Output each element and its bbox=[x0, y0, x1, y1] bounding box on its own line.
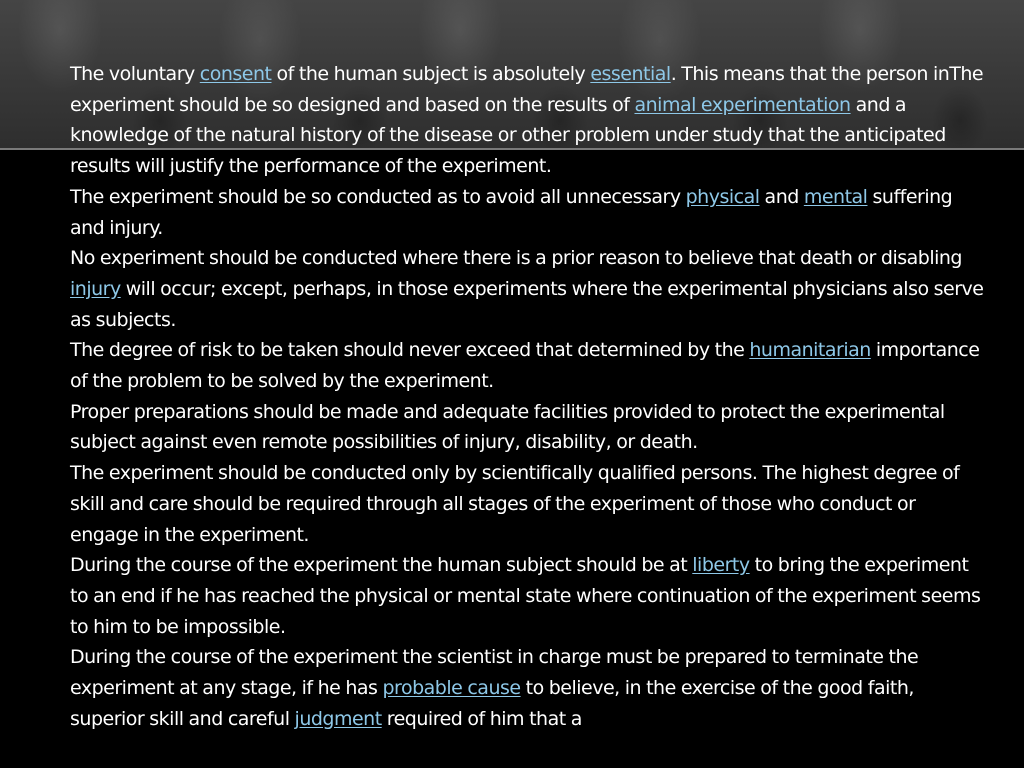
hyperlink[interactable]: liberty bbox=[692, 554, 750, 577]
paragraph-text: During the course of the experiment the scientist in charge must be prepared to terminate the experiment at any stage, if he has bbox=[70, 646, 919, 700]
body-paragraph bbox=[70, 642, 985, 734]
paragraph-text: No experiment should be conducted where there is a prior reason to believe that death or disabling bbox=[70, 247, 962, 270]
paragraph-text: importance of the problem to be solved by the experiment. bbox=[70, 339, 980, 393]
slide-body bbox=[70, 59, 985, 734]
paragraph-text: The voluntary bbox=[70, 63, 200, 85]
paragraph-text: The degree of risk to be taken should never exceed that determined by the bbox=[70, 339, 750, 362]
paragraph-text: During the course of the experiment the human subject should be at bbox=[70, 554, 693, 577]
hyperlink[interactable]: essential bbox=[590, 63, 671, 85]
body-paragraph bbox=[70, 458, 985, 550]
paragraph-text: The experiment should be conducted only by scientifically qualified persons. The highest degree of skill and care should be required through all stages of the experiment of those who conduct or engage in the experiment. bbox=[70, 462, 960, 546]
paragraph-text: of the human subject is absolutely bbox=[271, 63, 591, 85]
paragraph-text: . This means that the person inThe experiment should be so designed and based on the results of bbox=[70, 63, 984, 116]
paragraph-text: required of him that a bbox=[381, 707, 582, 730]
paragraph-text: Proper preparations should be made and adequate facilities provided to protect the experimental subject against even remote possibilities of injury, disability, or death. bbox=[70, 400, 945, 454]
paragraph-text: suffering and injury. bbox=[70, 185, 953, 239]
hyperlink[interactable]: mental bbox=[803, 185, 868, 208]
paragraph-text: will occur; except, perhaps, in those experiments where the experimental physicians also serve as subjects. bbox=[70, 277, 984, 331]
hyperlink[interactable]: injury bbox=[70, 277, 121, 300]
hyperlink[interactable]: physical bbox=[685, 185, 760, 208]
hyperlink[interactable]: judgment bbox=[294, 707, 382, 730]
hyperlink[interactable]: humanitarian bbox=[749, 339, 871, 362]
paragraph-text: and bbox=[759, 185, 804, 208]
paragraph-text: and a knowledge of the natural history of the disease or other problem under study that the anticipated results will justify the performance of the experiment. bbox=[70, 93, 946, 178]
body-paragraph bbox=[70, 335, 985, 396]
hyperlink[interactable]: consent bbox=[199, 63, 272, 85]
body-paragraph bbox=[70, 182, 985, 243]
body-paragraph bbox=[70, 59, 985, 182]
body-paragraph bbox=[70, 397, 985, 458]
paragraph-text: to believe, in the exercise of the good faith, superior skill and careful bbox=[70, 677, 914, 730]
paragraph-text: The experiment should be so conducted as to avoid all unnecessary bbox=[70, 185, 686, 208]
body-paragraph bbox=[70, 243, 985, 335]
hyperlink[interactable]: probable cause bbox=[382, 677, 521, 700]
body-paragraph bbox=[70, 550, 985, 642]
hyperlink[interactable]: animal experimentation bbox=[634, 93, 851, 116]
paragraph-text: to bring the experiment to an end if he has reached the physical or mental state where continuation of the experiment seems to him to be impossible. bbox=[70, 554, 981, 638]
